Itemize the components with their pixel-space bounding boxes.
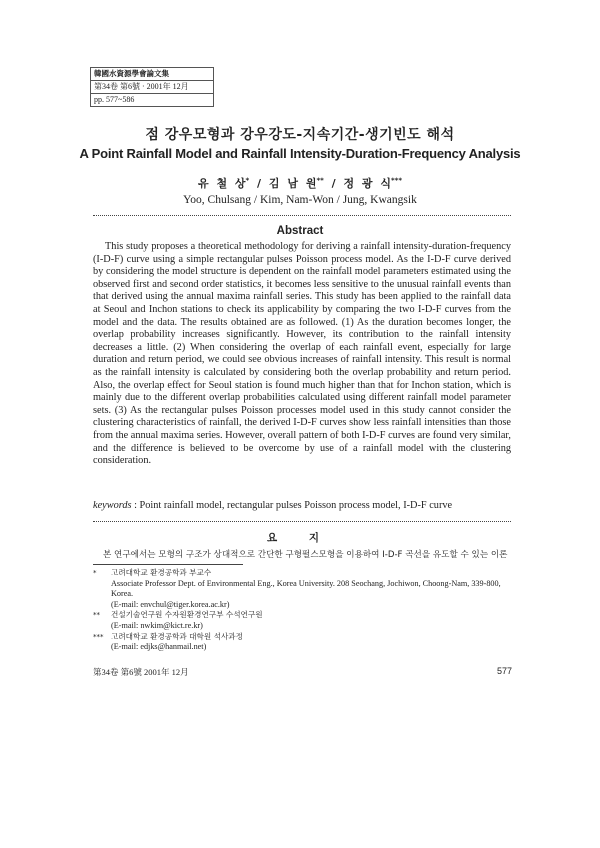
- title-korean: 점 강우모형과 강우강도-지속기간-생기빈도 해석: [145, 127, 455, 143]
- footnote-2: [93, 610, 513, 631]
- footnote-3: [93, 632, 513, 653]
- footnote-email: (E-mail: envchul@tiger.korea.ac.kr): [111, 599, 230, 609]
- keywords-text: : Point rainfall model, rectangular pulses Poisson process model, I-D-F curve: [134, 500, 453, 511]
- author-2-mark: **: [316, 176, 324, 185]
- author-1: 유 철 상: [198, 177, 246, 190]
- author-3: 정 광 식: [343, 177, 392, 190]
- abstract-body: This study proposes a theoretical methodology for deriving a rainfall intensity-duration-frequency (I-D-F) curve using a simple rectangular pulses Poisson process model. As the I-D-F curve derived by considering the model structure is dependent on the rainfall model parameters estimated using the observed first and second order statistics, it becomes less sensitive to the unusual rainfall events than that derived using the annual maxima rainfall series. This study has been applied to the rainfall data at Seoul and Inchon stations to check its applicability by comparing the two I-D-F curves from the model and the data. The results obtained are as followed. (1) As the duration becomes longer, the overlap probability increases significantly. However, its contribution to the rainfall intensity decreases a little. (2) When considering the overlap of each rainfall event, especially for large duration and return period, we could see obvious increases of rainfall intensity. This result is normal as the rainfall intensity is calculated by considering both the overlap probability and return period. Also, the overlap effect for Seoul station is found much higher than that for Inchon station, which is mainly due to the different overlap probabilities calculated using different rainfall model parameter sets. (3) As the rectangular pulses Poisson processes model used in this study cannot consider the clustering characteristics of rainfall, the derived I-D-F curves show less rainfall intensities than those from the annual maxima series. However, overall pattern of both I-D-F curves are found very similar, and the difference is believed to be overcome by use of a rainfall model with the clustering consideration.: [93, 241, 511, 467]
- summary-heading: 요 지: [267, 532, 333, 544]
- footnote-1: [93, 568, 513, 610]
- divider: [93, 521, 511, 522]
- footnote-affiliation-ko: 고려대학교 환경공학과 대학원 석사과정: [111, 631, 243, 641]
- abstract-heading: Abstract: [276, 225, 324, 237]
- footer-issue: 第34卷 第6號 2001年 12月: [93, 667, 189, 677]
- keywords-line: [93, 500, 511, 513]
- author-2: 김 남 원: [268, 177, 317, 190]
- footnote-email: (E-mail: nwkim@kict.re.kr): [111, 620, 203, 630]
- keywords-label: keywords: [93, 500, 132, 511]
- footnote-affiliation-en: Associate Professor Dept. of Environmental Eng., Korea University. 208 Seochang, Jochiwon, Choong-Nam, 339-800, Korea.: [111, 578, 501, 599]
- footnote-affiliation-ko: 고려대학교 환경공학과 부교수: [111, 568, 212, 577]
- footnote-mark: ***: [93, 632, 104, 641]
- footnote-rule: [93, 564, 243, 565]
- footnote-affiliation-ko: 건설기술연구원 수자원환경연구부 수석연구원: [111, 610, 263, 620]
- author-separator: /: [323, 177, 344, 190]
- author-3-mark: ***: [391, 176, 402, 185]
- title-english: A Point Rainfall Model and Rainfall Intensity-Duration-Frequency Analysis: [79, 146, 521, 161]
- footnotes: [93, 568, 513, 653]
- page-number: 577: [496, 666, 512, 676]
- authors-english: Yoo, Chulsang / Kim, Nam-Won / Jung, Kwangsik: [183, 194, 417, 206]
- footnote-mark: **: [93, 611, 100, 620]
- summary-first-line: 본 연구에서는 모형의 구조가 상대적으로 간단한 구형펄스모형을 이용하여 I-D-F 곡선을 유도할 수 있는 이론: [103, 550, 508, 560]
- divider: [93, 215, 511, 216]
- author-separator: /: [249, 177, 269, 190]
- authors-korean: [0, 175, 600, 191]
- journal-name: 韓國水資源學會論文集: [91, 68, 213, 81]
- journal-volume: 第34卷 第6號 · 2001年 12月: [91, 81, 213, 94]
- footnote-mark: *: [93, 569, 97, 577]
- author-1-mark: *: [245, 176, 250, 185]
- journal-pages: pp. 577~586: [94, 95, 135, 104]
- journal-info-box: [90, 67, 214, 107]
- footnote-email: (E-mail: edjks@hanmail.net): [111, 642, 207, 652]
